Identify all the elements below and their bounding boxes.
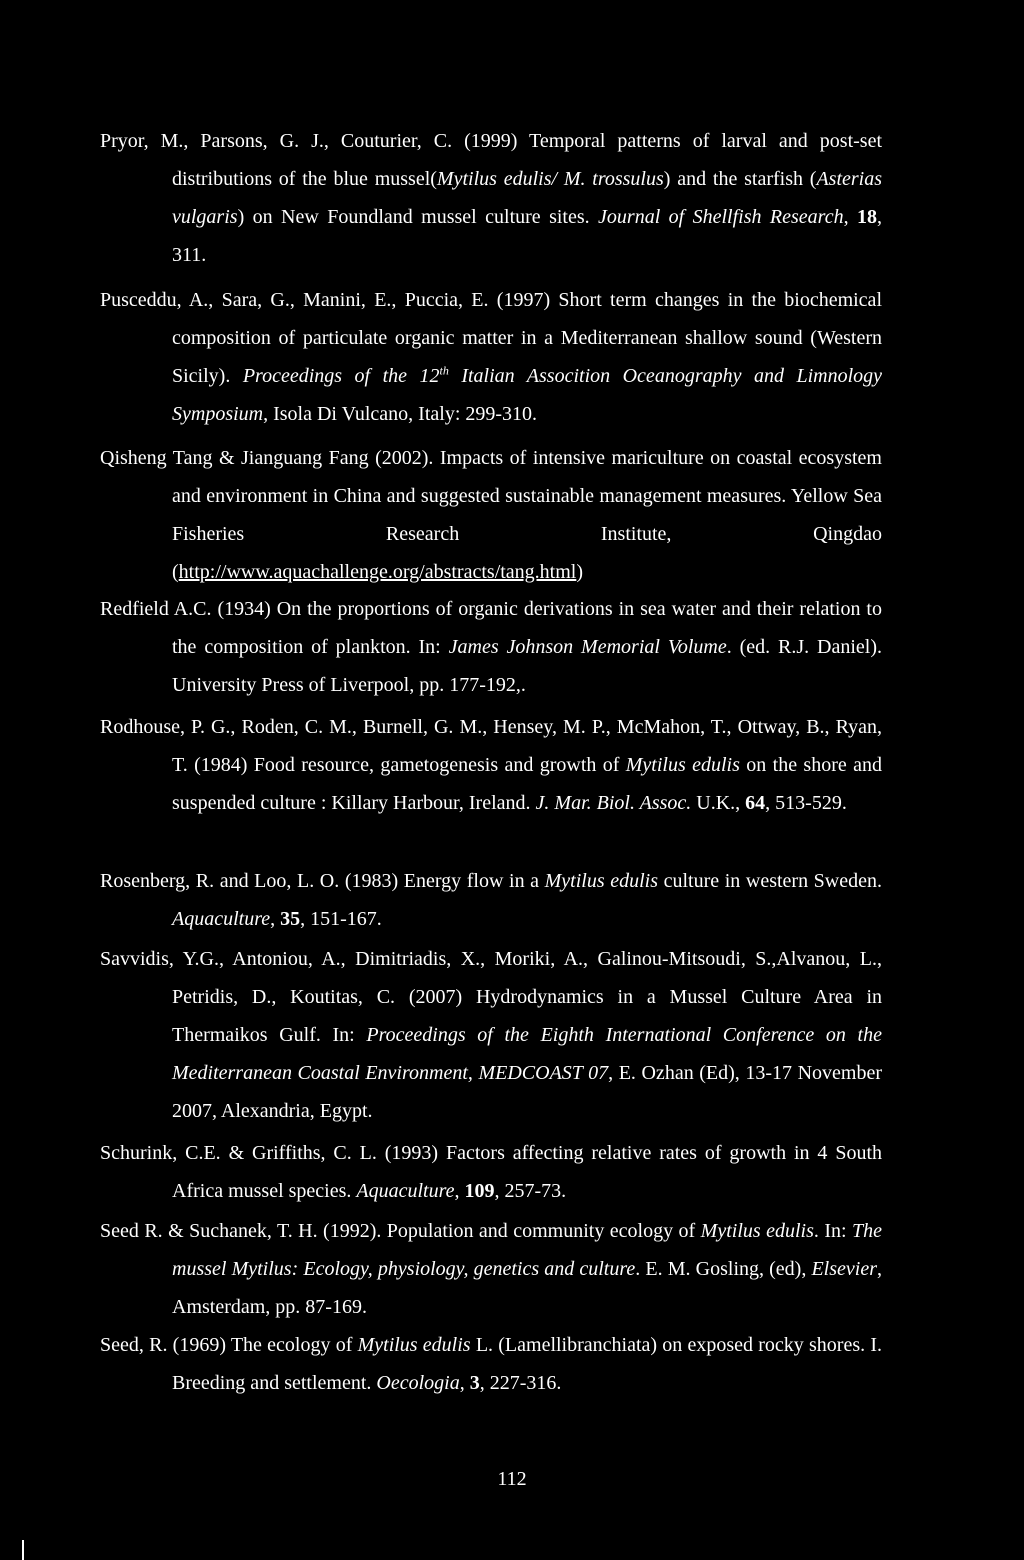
reference-text: , [270, 908, 281, 930]
reference-entry [100, 439, 882, 591]
reference-text: th [439, 363, 449, 378]
reference-text: Seed, R. (1969) The ecology of [100, 1334, 358, 1356]
reference-text: Mytilus edulis [625, 754, 740, 776]
reference-text: The mussel Mytilus: Ecology, physiology, genetics and culture [172, 1220, 883, 1280]
reference-text: Schurink, C.E. & Griffiths, C. L. (1993) Factors affecting relative rates of growth in 4 South Africa mussel species. [100, 1142, 882, 1202]
reference-text: , [459, 1372, 470, 1394]
reference-text: Elsevier [811, 1258, 877, 1280]
reference-text: Savvidis, Y.G., Antoniou, A., Dimitriadis, X., Moriki, A., Galinou-Mitsoudi, S.,Alvanou, L., Petridis, D., Koutitas, C. (2007) Hydrodynamics in a Mussel Culture Area in Thermaikos Gulf. In: [100, 948, 882, 1046]
reference-text: J. Mar. Biol. Assoc. [535, 792, 692, 814]
reference-text: Aquaculture [172, 908, 271, 930]
reference-entry [100, 1134, 882, 1210]
reference-text: Rodhouse, P. G., Roden, C. M., Burnell, G. M., Hensey, M. P., McMahon, T., Ottway, B., Ryan, T. (1984) Food resource, gametogenesis and growth of [100, 716, 882, 776]
reference-text: , Isola Di Vulcano, Italy: 299-310. [263, 403, 538, 425]
reference-text: Mytilus edulis [357, 1334, 471, 1356]
reference-text: Mytilus edulis [700, 1220, 814, 1242]
reference-text: Proceedings of the Eighth International Conference on the Mediterranean Coastal Environment, MEDCOAST 07 [172, 1024, 882, 1084]
reference-entry [100, 590, 882, 704]
reference-text: Oecologia [376, 1372, 460, 1394]
reference-text: , 151-167. [300, 908, 382, 930]
reference-entry [100, 862, 882, 938]
reference-text: Rosenberg, R. and Loo, L. O. (1983) Energy flow in a [100, 870, 545, 892]
reference-entry [100, 708, 882, 822]
reference-text: 3 [469, 1372, 480, 1394]
reference-text: James Johnson Memorial Volume [448, 636, 727, 658]
reference-text: , 257-73. [494, 1180, 567, 1202]
reference-text: Pusceddu, A., Sara, G., Manini, E., Puccia, E. (1997) Short term changes in the biochemical composition of particulate organic matter in a Mediterranean shallow sound (Western Sicily). [100, 289, 882, 387]
reference-text: . (ed. R.J. Daniel). University Press of Liverpool, pp. 177-192,. [172, 636, 882, 696]
reference-entry [100, 281, 882, 433]
reference-text: Italian Assocition Oceanography and Limnology Symposium [172, 365, 883, 425]
reference-text: . In: [813, 1220, 853, 1242]
reference-text: , [843, 206, 857, 228]
reference-text: L. (Lamellibranchiata) on exposed rocky shores. I. Breeding and settlement. [172, 1334, 883, 1394]
reference-text: 109 [464, 1180, 495, 1202]
reference-text: , 227-316. [479, 1372, 562, 1394]
reference-text: Mytilus edulis [544, 870, 659, 892]
reference-text: Pryor, M., Parsons, G. J., Couturier, C. (1999) Temporal patterns of larval and post-set distributions of the blue mussel( [100, 130, 882, 190]
corner-mark [22, 1540, 24, 1560]
reference-text: , E. Ozhan (Ed), 13-17 November 2007, Alexandria, Egypt. [172, 1062, 883, 1122]
reference-text: , 311. [172, 206, 882, 266]
reference-text: Proceedings of the 12 [242, 365, 440, 387]
reference-text: 64 [745, 792, 766, 814]
reference-text: Seed R. & Suchanek, T. H. (1992). Population and community ecology of [100, 1220, 701, 1242]
reference-text: Mytilus edulis/ M. trossulus [436, 168, 664, 190]
reference-entry [100, 122, 882, 274]
reference-text: Asterias vulgaris [172, 168, 883, 228]
reference-entry [100, 940, 882, 1130]
reference-entry [100, 1326, 882, 1402]
reference-entry [100, 1212, 882, 1326]
reference-url[interactable]: http://www.aquachallenge.org/abstracts/tang.html [178, 561, 577, 583]
reference-text: Journal of Shellfish Research [598, 206, 844, 228]
reference-text: ) on New Foundland mussel culture sites. [237, 206, 599, 228]
reference-text: Qisheng Tang & Jianguang Fang (2002). Impacts of intensive mariculture on coastal ecosystem and environment in China and suggested sustainable management measures. Yellow Sea Fisheries Research Institute, Qingdao ( [100, 447, 882, 583]
reference-text: 35 [280, 908, 301, 930]
reference-text: , Amsterdam, pp. 87-169. [172, 1258, 882, 1318]
reference-text: ) and the starfish ( [663, 168, 817, 190]
reference-text: 18 [857, 206, 877, 228]
reference-text: , 513-529. [765, 792, 847, 814]
reference-text: ) [576, 561, 584, 583]
page-number: 112 [497, 1468, 527, 1490]
reference-text: , [454, 1180, 465, 1202]
reference-text: culture in western Sweden. [658, 870, 883, 892]
reference-text: U.K., [691, 792, 746, 814]
reference-text: Aquaculture [356, 1180, 455, 1202]
reference-text: Redfield A.C. (1934) On the proportions of organic derivations in sea water and their relation to the composition of plankton. In: [100, 598, 882, 658]
reference-text: on the shore and suspended culture : Killary Harbour, Ireland. [172, 754, 882, 814]
reference-text: . E. M. Gosling, (ed), [635, 1258, 812, 1280]
